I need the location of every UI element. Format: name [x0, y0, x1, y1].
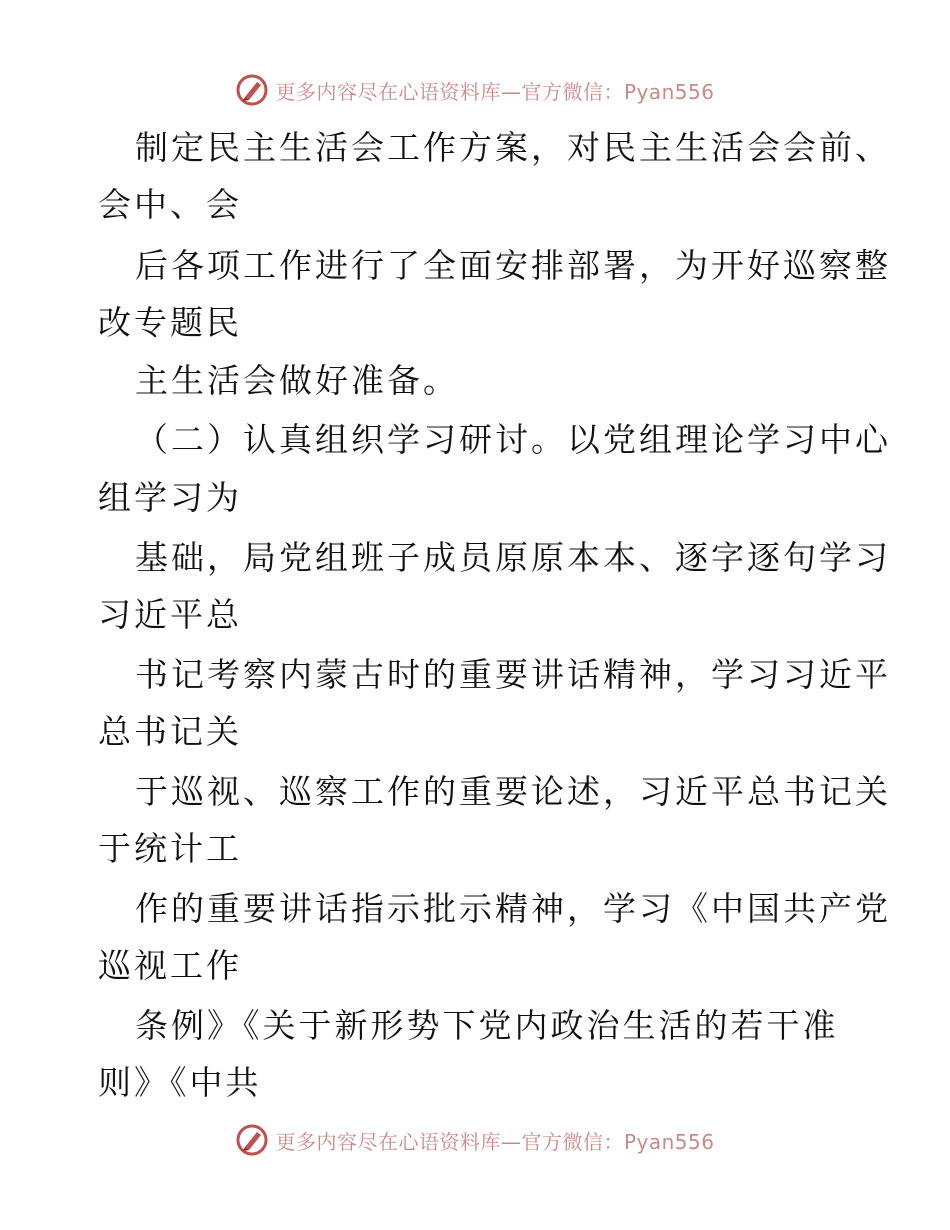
body-line: 条例》《关于新形势下党内政治生活的若干准 [135, 1006, 839, 1045]
body-line: 主生活会做好准备。 [135, 361, 459, 400]
footer-banner [0, 1120, 950, 1160]
body-line: 基础，局党组班子成员原原本本、逐字逐句学习 [135, 538, 891, 577]
pen-logo-icon [235, 73, 269, 107]
body-line: 于巡视、巡察工作的重要论述，习近平总书记关 [135, 772, 891, 811]
header-banner-text: 更多内容尽在心语资料库—官方微信：Pyan556 [275, 79, 715, 104]
body-line: 书记考察内蒙古时的重要讲话精神，学习习近平 [135, 655, 891, 694]
body-line: 于统计工 [98, 829, 242, 868]
body-line: 作的重要讲话指示批示精神，学习《中国共产党 [135, 889, 891, 928]
body-line: （二）认真组织学习研讨。以党组理论学习中心 [135, 420, 891, 459]
header-banner [0, 70, 950, 110]
body-line: 总书记关 [98, 712, 242, 751]
body-line: 巡视工作 [98, 946, 242, 985]
body-line: 后各项工作进行了全面安排部署，为开好巡察整 [135, 246, 891, 285]
body-line: 改专题民 [98, 303, 242, 342]
body-line: 组学习为 [98, 478, 242, 517]
body-line: 习近平总 [98, 595, 242, 634]
footer-banner-text: 更多内容尽在心语资料库—官方微信：Pyan556 [275, 1129, 715, 1154]
body-line: 会中、会 [98, 185, 242, 224]
pen-logo-icon [235, 1123, 269, 1157]
body-line: 则》《中共 [98, 1063, 262, 1102]
body-line: 制定民主生活会工作方案，对民主生活会会前、 [135, 128, 891, 167]
